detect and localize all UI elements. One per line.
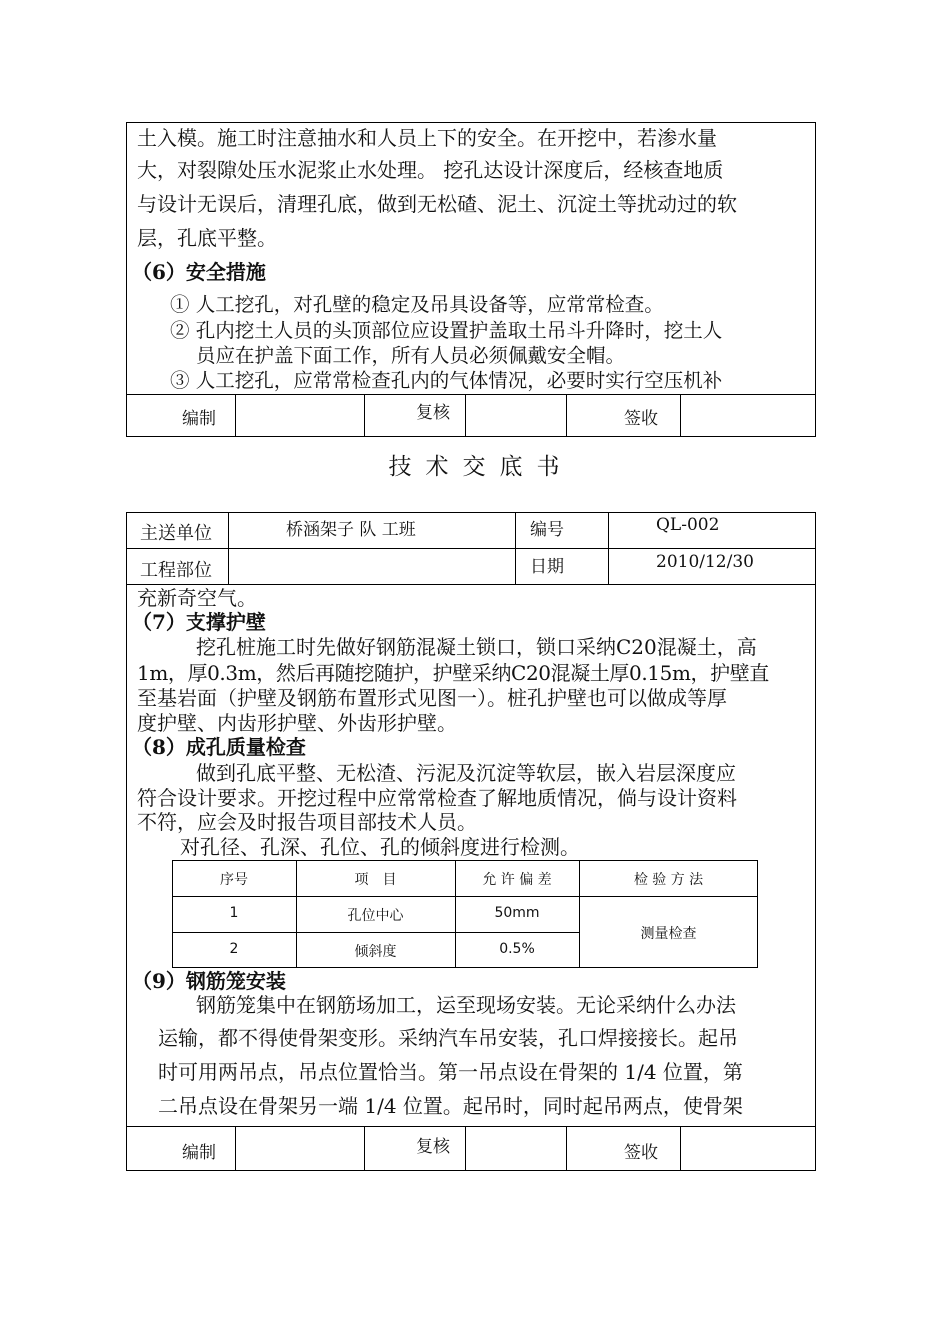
- signature-row: [126, 1126, 816, 1171]
- divider: [465, 1126, 466, 1171]
- divider: [515, 512, 516, 585]
- receiver-label: 签收: [624, 1143, 658, 1163]
- number-label: 编号: [530, 520, 564, 540]
- list-item: ③ 人工挖孔，应常常检查孔内的气体情况，必要时实行空压机补: [170, 369, 723, 392]
- divider: [172, 932, 579, 933]
- table-header: 序号: [220, 872, 248, 888]
- table-header: 项 目: [354, 872, 397, 888]
- sender-value: 桥涵架子 队 工班: [286, 520, 416, 540]
- document-title: 技术交底书: [388, 454, 574, 480]
- divider: [566, 1126, 567, 1171]
- list-item: ② 孔内挖土人员的头顶部位应设置护盖取土吊斗升降时，挖土人: [170, 319, 723, 342]
- reviewer-label: 复核: [416, 1137, 450, 1157]
- paragraph-line: 不符，应会及时报告项目部技术人员。: [137, 810, 477, 834]
- table-cell: 孔位中心: [347, 908, 404, 924]
- divider: [235, 1126, 236, 1171]
- continuation-text: 充新奇空气。: [137, 586, 257, 610]
- paragraph-line: 1m，厚0.3m，然后再随挖随护，护壁采纳C20混凝土厚0.15m，护壁直: [137, 661, 769, 685]
- date-value: 2010/12/30: [656, 552, 754, 572]
- part-label: 工程部位: [140, 560, 212, 581]
- receiver-label: 签收: [624, 409, 658, 429]
- paragraph-line: 二吊点设在骨架另一端 1/4 位置。起吊时，同时起吊两点，使骨架: [158, 1094, 743, 1118]
- table-header: 检 验 方 法: [633, 872, 704, 888]
- paragraph-line: 运输，都不得使骨架变形。采纳汽车吊安装，孔口焊接接长。起吊: [158, 1026, 738, 1050]
- table-cell: 2: [229, 941, 239, 957]
- paragraph-line: 土入模。施工时注意抽水和人员上下的安全。在开挖中，若渗水量: [137, 126, 717, 150]
- table-header: 允 许 偏 差: [482, 872, 552, 888]
- reviewer-label: 复核: [416, 403, 450, 423]
- table-cell: 0.5%: [499, 941, 535, 957]
- divider: [465, 394, 466, 437]
- section-6-title: （6）安全措施: [132, 260, 266, 284]
- paragraph-line: 挖孔桩施工时先做好钢筋混凝土锁口，锁口采纳C20混凝土，高: [196, 635, 757, 659]
- paragraph-line: 至基岩面（护壁及钢筋布置形式见图一）。桩孔护壁也可以做成等厚: [137, 686, 727, 710]
- paragraph-line: 度护壁、内齿形护壁、外齿形护壁。: [137, 711, 457, 735]
- paragraph-line: 层，孔底平整。: [137, 226, 277, 250]
- paragraph-line: 对孔径、孔深、孔位、孔的倾斜度进行检测。: [180, 835, 580, 859]
- paragraph-line: 符合设计要求。开挖过程中应常常检查了解地质情况，倘与设计资料: [137, 786, 737, 810]
- divider: [364, 1126, 365, 1171]
- signature-row: [126, 394, 816, 437]
- table-cell: 倾斜度: [354, 944, 397, 960]
- paragraph-line: 与设计无误后，清理孔底，做到无松碴、泥土、沉淀土等扰动过的软: [137, 192, 737, 216]
- divider: [228, 512, 229, 585]
- section-8-title: （8）成孔质量检查: [132, 735, 306, 759]
- paragraph-line: 做到孔底平整、无松渣、污泥及沉淀等软层，嵌入岩层深度应: [196, 761, 736, 785]
- section-7-title: （7）支撑护壁: [132, 610, 266, 634]
- divider: [680, 394, 681, 437]
- list-item: 员应在护盖下面工作，所有人员必须佩戴安全帽。: [196, 344, 626, 367]
- divider: [126, 548, 816, 549]
- paragraph-line: 时可用两吊点，吊点位置恰当。第一吊点设在骨架的 1/4 位置，第: [158, 1060, 743, 1084]
- paragraph-line: 大，对裂隙处压水泥浆止水处理。 挖孔达设计深度后，经核查地质: [137, 158, 724, 182]
- divider: [566, 394, 567, 437]
- paragraph-line: 钢筋笼集中在钢筋场加工，运至现场安装。无论采纳什么办法: [196, 993, 736, 1017]
- number-value: QL-002: [656, 515, 720, 535]
- date-label: 日期: [530, 557, 564, 577]
- sender-label: 主送单位: [140, 523, 212, 544]
- table-cell-method: 测量检查: [640, 926, 697, 942]
- table-cell: 1: [229, 905, 239, 921]
- divider: [364, 394, 365, 437]
- editor-label: 编制: [182, 409, 216, 429]
- section-9-title: （9）钢筋笼安装: [132, 969, 286, 993]
- editor-label: 编制: [182, 1143, 216, 1163]
- divider: [172, 896, 758, 897]
- list-item: ① 人工挖孔，对孔壁的稳定及吊具设备等，应常常检查。: [170, 293, 664, 316]
- divider: [680, 1126, 681, 1171]
- divider: [608, 512, 609, 585]
- table-cell: 50mm: [494, 905, 540, 921]
- divider: [235, 394, 236, 437]
